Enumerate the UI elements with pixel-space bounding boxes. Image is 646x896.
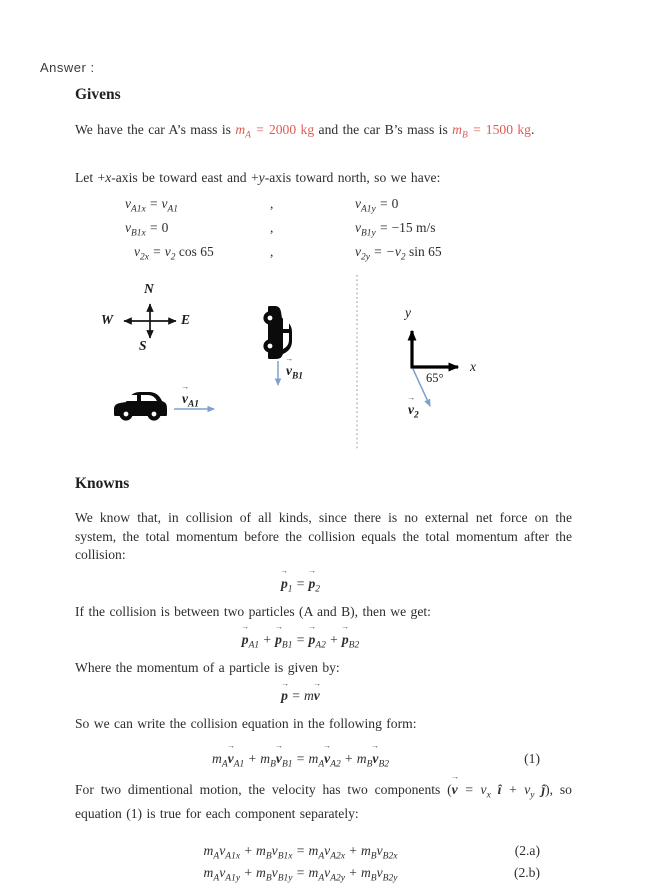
momentum-definition-equation xyxy=(75,686,572,706)
comma-separator: , xyxy=(270,244,274,260)
axis-y-symbol: y xyxy=(258,170,265,186)
car-a-icon xyxy=(114,392,167,421)
eq-2b-expression: $m_Av_{A1y} + m_Bv_{B1y} = m_Av_{A2y} + m_Bv_{B2y}$ xyxy=(203,865,398,885)
equation-number-1: (1) xyxy=(524,750,540,766)
x-axis-label: x xyxy=(470,359,476,375)
eq-p-mv: p → = mv → xyxy=(281,688,320,703)
momentum-definition-paragraph: Where the momentum of a particle is given by: xyxy=(75,660,340,675)
component-equation-row xyxy=(125,195,572,219)
knowns-heading: Knowns xyxy=(75,475,130,493)
eq-va1x: $v_{A1x} = v_{A1}$ xyxy=(125,195,179,215)
mass-text-2: and the car B’s mass is xyxy=(314,122,453,137)
car-b-icon xyxy=(263,306,292,359)
vb1-label: $v \to_{B1}$ xyxy=(286,364,303,382)
xy-axes-icon xyxy=(411,331,459,368)
givens-heading: Givens xyxy=(75,86,121,103)
collision-form-paragraph: So we can write the collision equation in the following form: xyxy=(75,716,417,732)
two-particle-momentum-equation xyxy=(75,630,572,650)
eq-2a-expression: $m_Av_{A1x} + m_Bv_{B1x} = m_Av_{A2x} + m_Bv_{B2x}$ xyxy=(203,843,398,863)
axis-convention-paragraph xyxy=(75,169,572,187)
v2-label: $v \to_2$ xyxy=(408,403,419,421)
conservation-paragraph: We know that, in collision of all kinds, since there is no external net force on the system, the total momentum before the collision equals the total momentum after the collision: xyxy=(75,510,572,563)
mass-a-value: $m_A = 2000$ kg xyxy=(235,122,315,141)
velocity-diagram xyxy=(0,273,646,467)
axis-text-1: Let + xyxy=(75,170,106,186)
compass-north-label: N xyxy=(144,281,154,297)
answer-label: Answer : xyxy=(40,60,95,75)
velocity-components-inline: v → = $v_x$ î + $v_y$ ĵ xyxy=(452,782,545,797)
diagram-graphics xyxy=(0,273,646,467)
component-equation-row xyxy=(125,243,572,267)
axis-text-3: -axis toward north, so we have: xyxy=(264,170,441,186)
velocity-component-equations xyxy=(125,195,572,268)
components-text-2: ), so equation (1) is true for each component separately: xyxy=(75,781,572,821)
eq-v2y: $v_{2y} = -v_2$ sin 65 xyxy=(355,244,442,263)
components-paragraph xyxy=(75,781,572,824)
mass-b-value: $m_B = 1500$ kg xyxy=(452,122,531,141)
compass-west-label: W xyxy=(101,312,114,328)
equation-number-2b: (2.b) xyxy=(513,865,540,881)
mass-text-1: We have the car A’s mass is xyxy=(75,122,236,137)
mass-text-3: . xyxy=(530,122,535,137)
collision-equation-1 xyxy=(75,749,572,769)
compass-east-label: E xyxy=(181,312,191,328)
eq-v2x: $v_{2x} = v_2$ cos 65 xyxy=(134,244,214,263)
y-component-equation xyxy=(75,863,572,883)
compass-south-label: S xyxy=(139,338,147,354)
eq-va1y: $v_{A1y} = 0$ xyxy=(355,195,399,215)
y-axis-label: y xyxy=(405,305,411,321)
given-masses-paragraph xyxy=(75,121,572,145)
comma-separator: , xyxy=(270,219,274,235)
axis-text-2: -axis be toward east and + xyxy=(111,170,259,186)
angle-label: 65° xyxy=(426,371,444,386)
total-momentum-equation xyxy=(75,574,572,594)
comma-separator: , xyxy=(270,195,274,211)
eq-1-expression: $m_Av \to_{A1} + m_Bv \to_{B1} = m_Av \to_{A2} + m_Bv \to_{B2}$ xyxy=(212,751,389,766)
two-particles-paragraph: If the collision is between two particles (A and B), then we get: xyxy=(75,603,431,619)
eq-pa-pb: $p \to_{A1} + p \to_{B1} = p \to_{A2} + p \to_{B2}$ xyxy=(242,632,359,647)
va1-label: $v \to_{A1}$ xyxy=(182,392,199,410)
x-component-equation xyxy=(75,841,572,861)
axis-x-symbol: x xyxy=(105,170,112,186)
components-text-1: For two dimentional motion, the velocity has two components ( xyxy=(75,781,452,797)
eq-p1-p2: $p \to_1 = p \to_2$ xyxy=(281,576,320,591)
equation-number-2a: (2.a) xyxy=(514,843,540,859)
compass-icon xyxy=(124,304,176,338)
solution-body xyxy=(75,86,572,892)
eq-vb1x: $v_{B1x} = 0$ xyxy=(125,219,169,239)
eq-vb1y: $v_{B1y} = -15$ m/s xyxy=(355,219,436,239)
component-equation-row xyxy=(125,219,572,243)
